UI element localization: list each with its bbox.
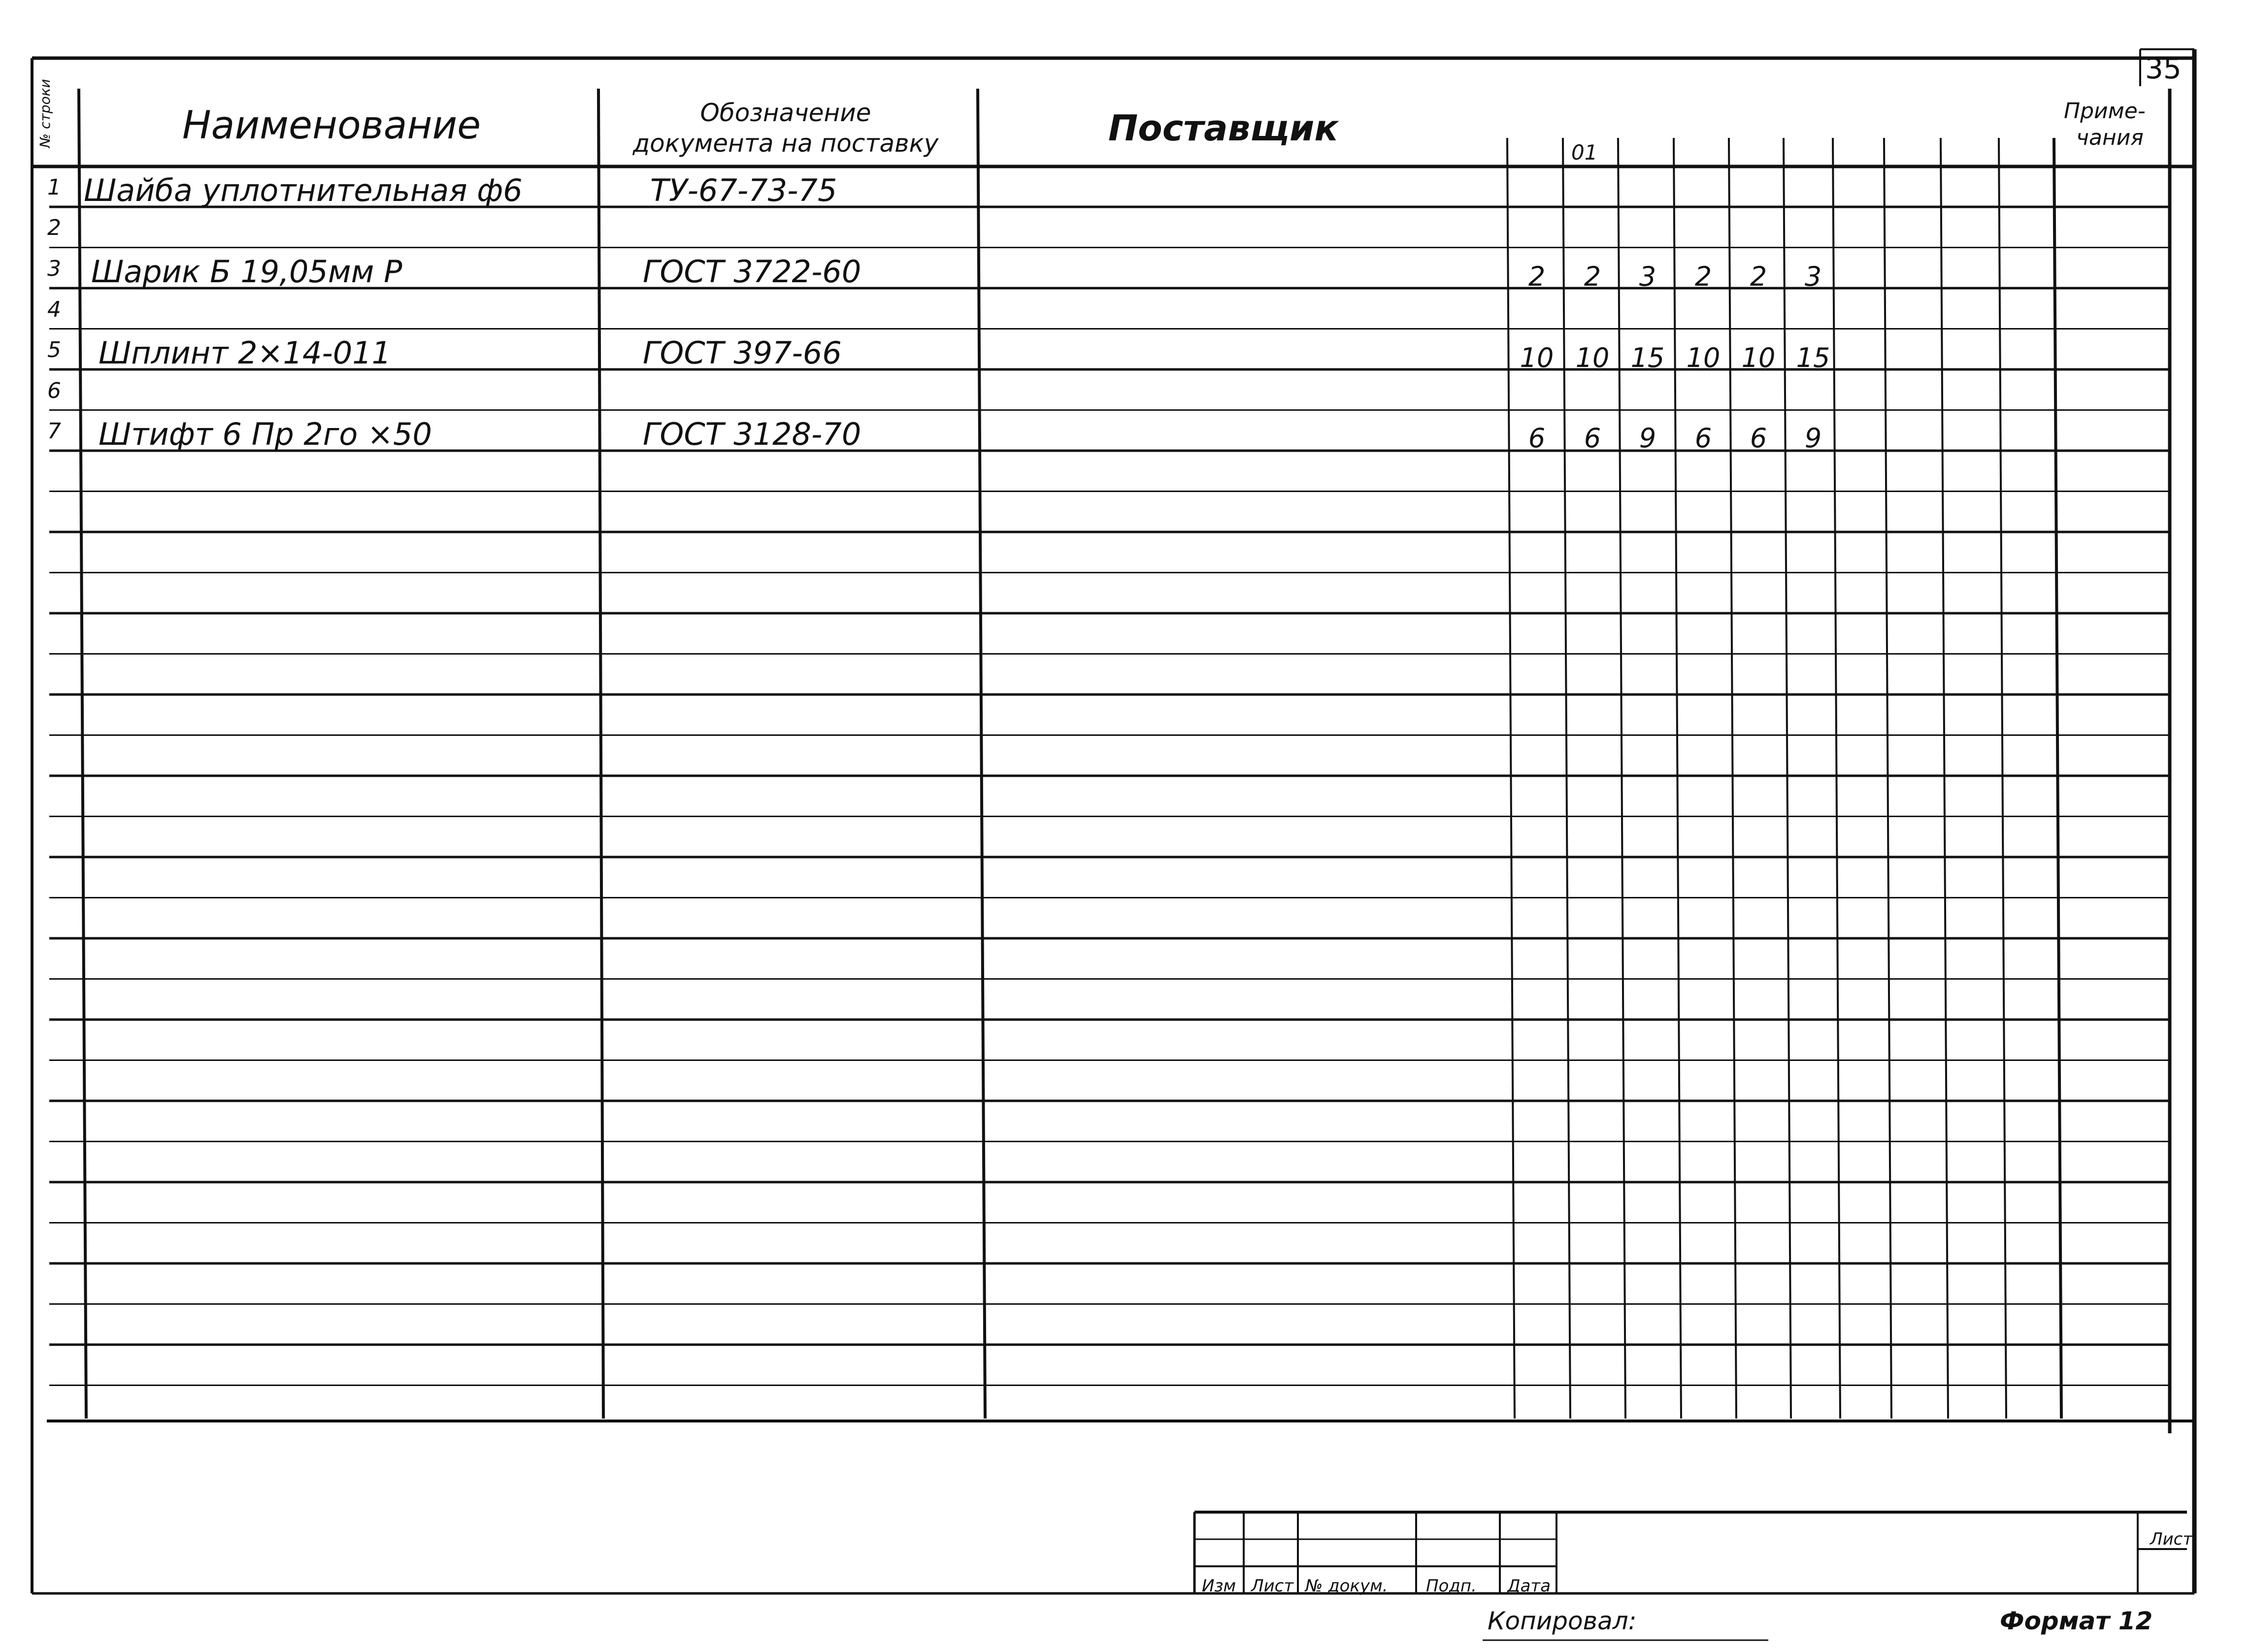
qty-cell: 6	[1750, 423, 1767, 454]
qty-cell: 15	[1630, 342, 1665, 373]
col-qty	[1884, 138, 1891, 1419]
item-doc: ТУ-67-73-75	[650, 172, 837, 208]
title-block-sheet-label: Лист	[2150, 1529, 2193, 1549]
qty-cell: 10	[1741, 342, 1776, 373]
item-name: Шплинт 2×14-011	[99, 335, 392, 371]
header-supplier: Поставщик	[1108, 107, 1339, 149]
qty-cell: 15	[1796, 342, 1830, 373]
col-qty	[1784, 138, 1791, 1419]
col-qty	[2054, 138, 2061, 1419]
qty-cell: 6	[1528, 423, 1546, 454]
qty-cell: 3	[1804, 261, 1822, 292]
col-qty	[1729, 138, 1736, 1419]
row-number: 5	[47, 337, 61, 363]
sheet-number: 35	[2145, 52, 2182, 85]
qty-cell: 6	[1694, 423, 1712, 454]
qty-cell: 6	[1584, 423, 1601, 454]
title-block-label: Дата	[1507, 1576, 1551, 1596]
qty-cell: 9	[1804, 423, 1822, 454]
title-block-label: Подп.	[1426, 1576, 1477, 1596]
qty-cell: 3	[1639, 261, 1656, 292]
item-name: Шайба уплотнительная ф6	[84, 172, 523, 208]
qty-cell: 2	[1584, 261, 1601, 292]
header-row-number: № строки	[37, 79, 53, 148]
qty-cell: 10	[1520, 342, 1554, 373]
qty-cell: 10	[1575, 342, 1610, 373]
qty-cell: 9	[1639, 423, 1656, 454]
header-doc-line2: документа на поставку	[632, 129, 939, 158]
col-qty	[1618, 138, 1625, 1419]
header-name: Наименование	[182, 103, 481, 148]
qty-cell: 10	[1686, 342, 1721, 373]
row-number: 3	[47, 256, 61, 281]
row-number: 1	[47, 175, 61, 200]
col-qty	[1563, 138, 1570, 1419]
item-doc: ГОСТ 3128-70	[643, 416, 861, 452]
row-number: 4	[47, 297, 61, 322]
header-note-line1: Приме-	[2064, 99, 2146, 124]
col-qty	[1999, 138, 2006, 1419]
col-qty	[1507, 138, 1515, 1419]
format-label: Формат 12	[2000, 1607, 2153, 1635]
qty-cell: 2	[1694, 261, 1712, 292]
title-block-label: № докум.	[1305, 1576, 1388, 1596]
title-block-label: Изм	[1202, 1576, 1236, 1596]
row-number: 2	[47, 215, 61, 240]
col-qty	[1833, 138, 1840, 1419]
item-doc: ГОСТ 3722-60	[643, 254, 861, 290]
item-name: Шарик Б 19,05мм Р	[91, 254, 402, 290]
row-number: 7	[47, 419, 61, 444]
title-block-label: Лист	[1251, 1576, 1294, 1596]
col-qty	[1941, 138, 1948, 1419]
qty-cell: 2	[1528, 261, 1546, 292]
item-name: Штифт 6 Пр 2го ×50	[99, 416, 432, 452]
col-qty	[1674, 138, 1681, 1419]
item-doc: ГОСТ 397-66	[643, 335, 842, 371]
qty-cell: 2	[1750, 261, 1767, 292]
header-note-line2: чания	[2076, 125, 2144, 150]
copied-by-label: Копировал:	[1488, 1607, 1637, 1635]
row-number: 6	[47, 378, 61, 403]
header-doc-line1: Обозначение	[700, 99, 871, 127]
header-qty-sub: 01	[1571, 140, 1598, 165]
